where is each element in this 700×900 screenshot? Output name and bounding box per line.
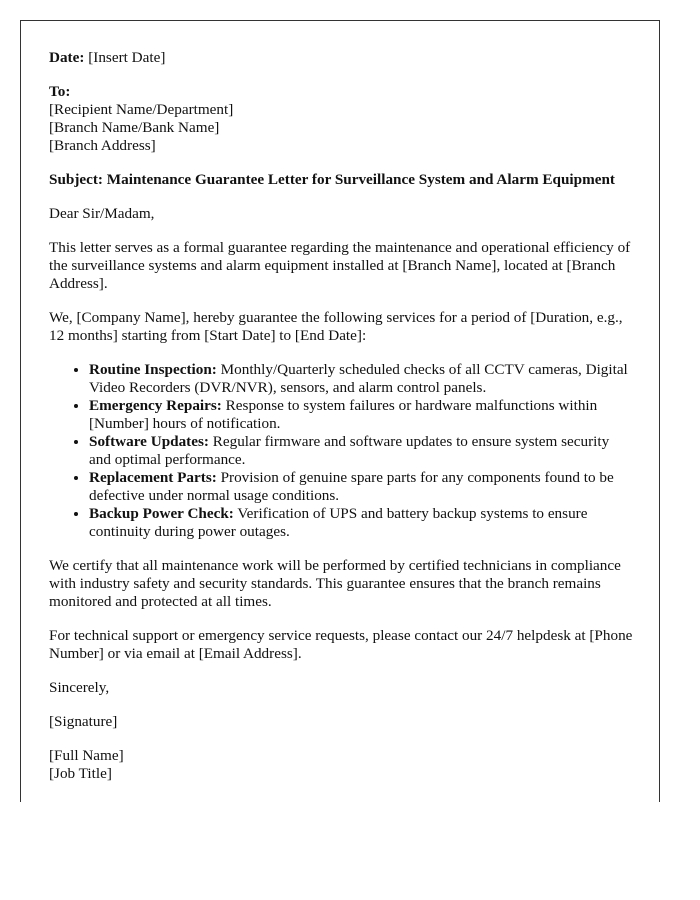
service-text: Monthly/Quarterly scheduled checks of all CCTV cameras, Digital Video Recorders (DVR/NVR), sensors, and alarm control panels. (89, 361, 628, 396)
service-item (89, 469, 634, 505)
to-label: To: (49, 83, 71, 100)
branch-name: [Branch Name/Bank Name] (49, 119, 220, 136)
paragraph-guarantee: We, [Company Name], hereby guarantee the following services for a period of [Duration, e.g., 12 months] starting from [Start Date] to [End Date]: (49, 309, 623, 344)
full-name: [Full Name] (49, 747, 124, 764)
salutation: Dear Sir/Madam, (49, 205, 155, 222)
service-text: Regular firmware and software updates to ensure system security and optimal performance. (89, 433, 610, 468)
service-title: Emergency Repairs: (89, 397, 222, 414)
recipient-block (49, 83, 634, 155)
service-title: Routine Inspection: (89, 361, 217, 378)
closing: Sincerely, (49, 679, 110, 696)
date-line (49, 49, 634, 67)
service-item (89, 433, 634, 469)
subject-line (49, 171, 634, 189)
signer-block (49, 747, 634, 783)
date-value: [Insert Date] (84, 49, 166, 66)
branch-address: [Branch Address] (49, 137, 156, 154)
service-text: Provision of genuine spare parts for any components found to be defective under normal usage conditions. (89, 469, 614, 504)
service-item (89, 397, 634, 433)
subject-label: Subject: (49, 171, 103, 188)
date-label: Date: (49, 49, 85, 66)
service-item (89, 505, 634, 541)
letter-page (20, 20, 660, 802)
job-title: [Job Title] (49, 765, 112, 782)
paragraph-intro: This letter serves as a formal guarantee regarding the maintenance and operational efficiency of the surveillance systems and alarm equipment installed at [Branch Name], located at [Branch Address]. (49, 239, 631, 292)
letter-content (49, 49, 634, 783)
service-item (89, 361, 634, 397)
service-text: Response to system failures or hardware malfunctions within [Number] hours of notification. (89, 397, 598, 432)
paragraph-certify: We certify that all maintenance work will be performed by certified technicians in compliance with industry safety and security standards. This guarantee ensures that the branch remains monitored and protected at all times. (49, 557, 621, 610)
service-text: Verification of UPS and battery backup systems to ensure continuity during power outages. (89, 505, 588, 540)
recipient-name: [Recipient Name/Department] (49, 101, 234, 118)
subject-value: Maintenance Guarantee Letter for Surveillance System and Alarm Equipment (103, 171, 615, 188)
service-title: Backup Power Check: (89, 505, 234, 522)
service-title: Software Updates: (89, 433, 209, 450)
services-list (49, 361, 634, 541)
signature: [Signature] (49, 713, 118, 730)
paragraph-contact: For technical support or emergency service requests, please contact our 24/7 helpdesk at [Phone Number] or via email at [Email Address]. (49, 627, 633, 662)
service-title: Replacement Parts: (89, 469, 217, 486)
